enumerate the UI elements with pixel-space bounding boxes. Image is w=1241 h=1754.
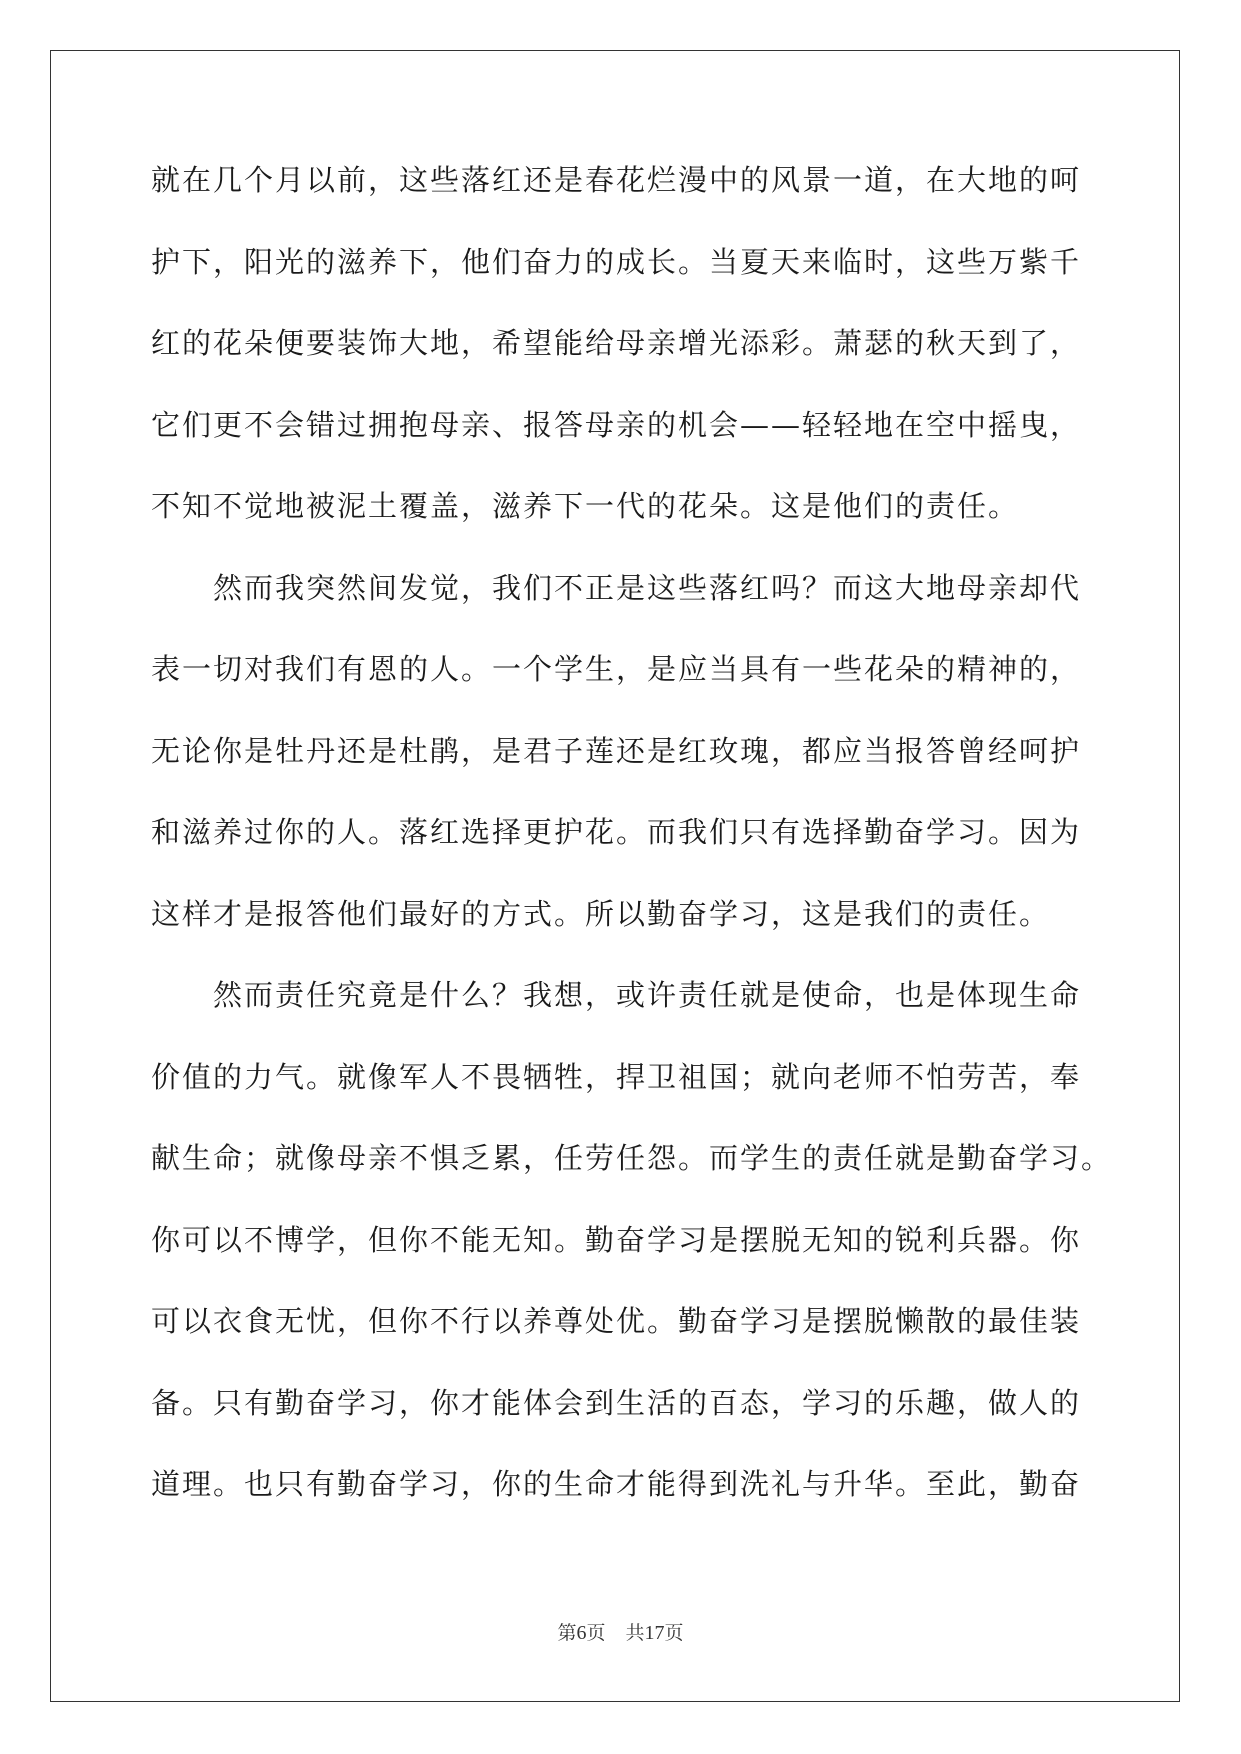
text-line: 价值的力气。就像军人不畏牺牲，捍卫祖国；就向老师不怕劳苦，奉 bbox=[151, 1059, 1082, 1094]
text-line: 它们更不会错过拥抱母亲、报答母亲的机会——轻轻地在空中摇曳， bbox=[151, 407, 1082, 442]
current-page-number: 6 bbox=[576, 1622, 587, 1644]
document-body bbox=[151, 150, 1113, 1536]
text-line: 备。只有勤奋学习，你才能体会到生活的百态，学习的乐趣，做人的 bbox=[151, 1385, 1082, 1420]
text-line: 你可以不博学，但你不能无知。勤奋学习是摆脱无知的锐利兵器。你 bbox=[151, 1222, 1082, 1257]
text-line: 可以衣食无忧，但你不行以养尊处优。勤奋学习是摆脱懒散的最佳装 bbox=[151, 1304, 1082, 1338]
text-line: 然而责任究竟是什么？我想，或许责任就是使命，也是体现生命 bbox=[213, 978, 1082, 1012]
text-line: 红的花朵便要装饰大地，希望能给母亲增光添彩。萧瑟的秋天到了， bbox=[151, 326, 1082, 360]
text-line: 表一切对我们有恩的人。一个学生，是应当具有一些花朵的精神的， bbox=[151, 652, 1082, 686]
text-line: 献生命；就像母亲不惧乏累，任劳任怨。而学生的责任就是勤奋学习。 bbox=[151, 1141, 1113, 1175]
text-line: 无论你是牡丹还是杜鹃，是君子莲还是红玫瑰，都应当报答曾经呵护 bbox=[151, 733, 1082, 768]
page-footer bbox=[0, 1618, 1241, 1645]
total-label-suffix: 页 bbox=[664, 1622, 684, 1644]
text-line: 和滋养过你的人。落红选择更护花。而我们只有选择勤奋学习。因为 bbox=[151, 815, 1082, 849]
text-line: 护下，阳光的滋养下，他们奋力的成长。当夏天来临时，这些万紫千 bbox=[151, 244, 1082, 279]
total-label-prefix: 共 bbox=[625, 1622, 645, 1644]
page-label-suffix: 页 bbox=[586, 1622, 606, 1644]
text-line: 然而我突然间发觉，我们不正是这些落红吗？而这大地母亲却代 bbox=[213, 570, 1082, 605]
text-line: 不知不觉地被泥土覆盖，滋养下一代的花朵。这是他们的责任。 bbox=[151, 489, 1020, 523]
total-pages-number: 17 bbox=[644, 1622, 665, 1644]
text-line: 道理。也只有勤奋学习，你的生命才能得到洗礼与升华。至此，勤奋 bbox=[151, 1467, 1082, 1501]
text-line: 就在几个月以前，这些落红还是春花烂漫中的风景一道，在大地的呵 bbox=[151, 163, 1082, 197]
text-line: 这样才是报答他们最好的方式。所以勤奋学习，这是我们的责任。 bbox=[151, 896, 1051, 931]
page-label-prefix: 第 bbox=[557, 1622, 577, 1644]
